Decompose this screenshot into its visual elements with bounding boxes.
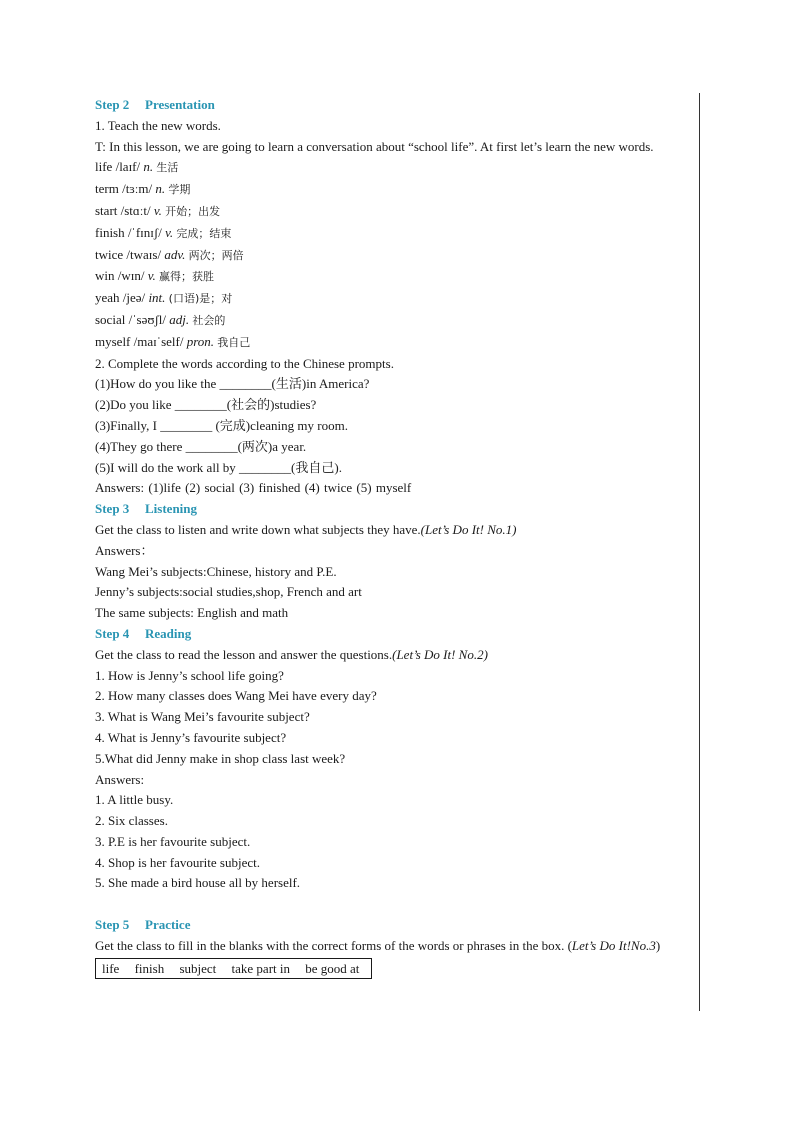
- vocab-item: [95, 288, 695, 310]
- vocab-meaning: 开始；出发: [165, 204, 221, 218]
- step2-task2: 2. Complete the words according to the Chinese prompts.: [95, 355, 394, 371]
- step2-intro: T: In this lesson, we are going to learn a conversation about “school life”. At first let’s learn the new words.: [95, 138, 654, 154]
- question: 5.What did Jenny make in shop class last week?: [95, 750, 346, 766]
- step3-line: Jenny’s subjects:social studies,shop, French and art: [95, 584, 362, 600]
- vocab-word: win: [95, 268, 115, 284]
- vocab-meaning: 完成；结束: [176, 226, 232, 240]
- vocab-word: life: [95, 159, 113, 175]
- vocab-word: social: [95, 311, 126, 327]
- word-box-item: take part in: [231, 960, 291, 976]
- vocab-word: twice: [95, 246, 124, 262]
- vocab-word: myself: [95, 333, 131, 349]
- vocab-phonetic: /tɜːm/: [122, 181, 153, 197]
- vocab-part-of-speech: v.: [165, 224, 174, 240]
- answer: 4. Shop is her favourite subject.: [95, 854, 260, 870]
- step5-instruction: [95, 936, 695, 957]
- step4-heading: [95, 624, 695, 645]
- vocab-phonetic: /maɪˈself/: [133, 333, 184, 349]
- vocab-part-of-speech: v.: [153, 202, 162, 218]
- step4-instruction-text: Get the class to read the lesson and answer the questions.: [95, 646, 393, 662]
- step2-label: Step 2: [95, 97, 130, 112]
- vocab-phonetic: /wɪn/: [117, 268, 145, 284]
- step4-label: Step 4: [95, 625, 130, 641]
- vocab-item: [95, 201, 695, 223]
- vocab-part-of-speech: adj.: [169, 311, 190, 327]
- vocab-word: term: [95, 181, 119, 197]
- vocab-item: [95, 179, 695, 201]
- exercise-item: (2)Do you like ________(社会的)studies?: [95, 397, 317, 413]
- step3-answers-label: Answers：: [95, 542, 154, 558]
- step3-title: Listening: [145, 501, 198, 517]
- vocab-phonetic: /jeə/: [122, 290, 146, 306]
- exercise-item: (3)Finally, I ________ (完成)cleaning my room.: [95, 417, 348, 433]
- step5-title: Practice: [145, 917, 191, 933]
- vocab-list: [95, 157, 695, 353]
- step3-line: The same subjects: English and math: [95, 605, 289, 621]
- question: 4. What is Jenny’s favourite subject?: [95, 729, 287, 745]
- vocab-meaning: (口语)是；对: [168, 292, 233, 306]
- vocab-item: [95, 245, 695, 267]
- step3-label: Step 3: [95, 501, 130, 517]
- step2-task1: 1. Teach the new words.: [95, 117, 221, 133]
- step3-reference: (Let’s Do It! No.1): [420, 521, 517, 537]
- step2-title: Presentation: [145, 97, 215, 112]
- vocab-item: [95, 332, 695, 354]
- lesson-content: [95, 95, 695, 980]
- exercise-list: [95, 374, 695, 478]
- vocab-item: [95, 310, 695, 332]
- word-box-item: be good at: [305, 960, 360, 976]
- word-box-item: finish: [134, 960, 165, 976]
- exercise-item: (1)How do you like the ________(生活)in America?: [95, 376, 370, 392]
- question: 2. How many classes does Wang Mei have every day?: [95, 688, 377, 704]
- step5-instruction-text: Get the class to fill in the blanks with the correct forms of the words or phrases in the box. (: [95, 938, 572, 954]
- step3-line: Wang Mei’s subjects:Chinese, history and P.E.: [95, 563, 337, 579]
- step5-reference: Let’s Do It!No.3: [571, 938, 656, 954]
- vocab-meaning: 我自己: [217, 335, 251, 349]
- step2-heading: [95, 95, 695, 116]
- vocab-phonetic: /ˈsəʊʃl/: [128, 311, 167, 327]
- vocab-part-of-speech: n.: [155, 181, 166, 197]
- step3-instruction-text: Get the class to listen and write down what subjects they have.: [95, 521, 421, 537]
- vocab-part-of-speech: int.: [148, 290, 166, 306]
- step4-reference: (Let’s Do It! No.2): [392, 646, 488, 662]
- vocab-meaning: 学期: [168, 183, 191, 197]
- exercise-item: (5)I will do the work all by ________(我自己).: [95, 459, 342, 475]
- vocab-part-of-speech: n.: [143, 159, 154, 175]
- vocab-phonetic: /stɑːt/: [120, 202, 151, 218]
- vocab-item: [95, 266, 695, 288]
- question: 1. How is Jenny’s school life going?: [95, 667, 284, 683]
- step2-answers: Answers: (1)life (2) social (3) finished (4) twice (5) myself: [95, 480, 412, 496]
- vocab-word: yeah: [95, 290, 120, 306]
- word-box: [95, 958, 372, 979]
- vocab-meaning: 生活: [156, 161, 179, 175]
- vocab-phonetic: /twaɪs/: [126, 246, 162, 262]
- table-border-right: [699, 93, 700, 1011]
- vocab-item: [95, 223, 695, 245]
- step3-heading: [95, 499, 695, 520]
- step4-answers-label: Answers:: [95, 771, 145, 787]
- vocab-part-of-speech: adv.: [164, 246, 186, 262]
- answer: 5. She made a bird house all by herself.: [95, 875, 301, 891]
- vocab-part-of-speech: pron.: [186, 333, 215, 349]
- vocab-item: [95, 157, 695, 179]
- vocab-part-of-speech: v.: [147, 268, 156, 284]
- vocab-meaning: 社会的: [192, 313, 226, 327]
- step4-title: Reading: [145, 625, 192, 641]
- vocab-meaning: 两次；两倍: [188, 248, 244, 262]
- question: 3. What is Wang Mei’s favourite subject?: [95, 709, 310, 725]
- answer: 1. A little busy.: [95, 792, 174, 808]
- vocab-word: start: [95, 202, 118, 218]
- step3-instruction: [95, 520, 695, 541]
- step4-instruction: [95, 645, 695, 666]
- answer: 2. Six classes.: [95, 813, 168, 829]
- vocab-phonetic: /ˈfɪnɪʃ/: [127, 224, 162, 240]
- step5-close-paren: ): [655, 938, 661, 954]
- step5-label: Step 5: [95, 917, 130, 933]
- vocab-meaning: 赢得；获胜: [159, 270, 215, 284]
- exercise-item: (4)They go there ________(两次)a year.: [95, 438, 307, 454]
- step5-heading: [95, 915, 695, 936]
- word-box-item: subject: [179, 960, 217, 976]
- vocab-word: finish: [95, 224, 125, 240]
- answer: 3. P.E is her favourite subject.: [95, 833, 251, 849]
- vocab-phonetic: /laɪf/: [115, 159, 141, 175]
- spacer: [95, 894, 695, 915]
- word-box-item: life: [102, 960, 120, 976]
